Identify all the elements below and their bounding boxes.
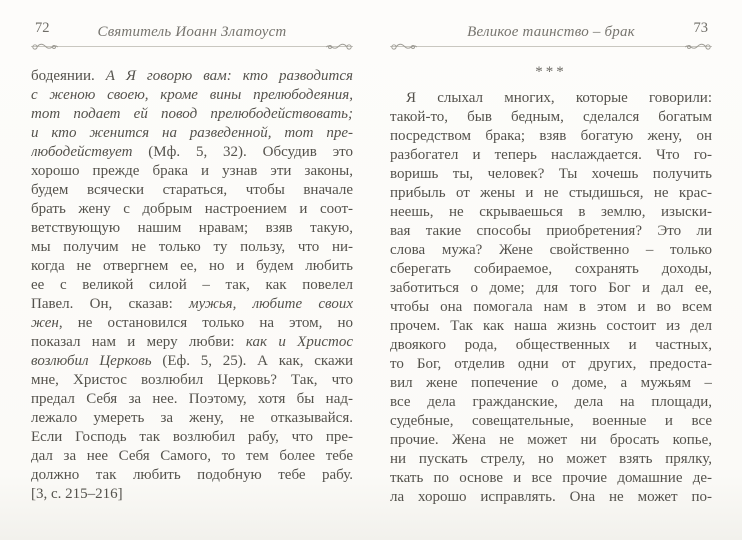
text-line: жен, не остановился только на этом, но <box>31 315 353 331</box>
text-line: заботиться о доме; для того Бог и дал ее, <box>390 280 712 296</box>
right-page-number: 73 <box>693 20 708 36</box>
text-line: предал Себя за нее. Поэтому, хотя бы над- <box>31 391 353 407</box>
text-line: все дела гражданские, дела на площади, <box>390 394 712 410</box>
text-line: двоякого рода, общественных и частных, <box>390 337 712 353</box>
text-line: слова мужа? Жене свойственно – только <box>390 242 712 258</box>
text-line: Если Господь так возлюбил рабу, что пре- <box>31 429 353 445</box>
header-rule <box>390 46 712 47</box>
flourish-icon <box>389 40 419 53</box>
text-line: мне, Христос возлюбил Церковь? Так, что <box>31 372 353 388</box>
text-line: когда не отвергнем ее, но и будем любить <box>31 258 353 274</box>
text-line: ее с великой силой – так, как повелел <box>31 277 353 293</box>
left-page-running-title: Святитель Иоанн Златоуст <box>97 24 287 40</box>
text-line: то Бог, отделив одни от других, предоста- <box>390 356 712 372</box>
text-line: разбогател и теперь наслаждается. Что го- <box>390 147 712 163</box>
text-line: с женою своею, кроме вины прелюбодеяния, <box>31 87 353 103</box>
text-line: тот подает ей повод прелюбодействовать; <box>31 106 353 122</box>
text-line: воришь ты, человек? Ты хочешь получить <box>390 166 712 182</box>
text-line: ла хорошо исправлять. Она не может по- <box>390 489 712 505</box>
text-line: показал нам и меру любви: как и Христос <box>31 334 353 350</box>
text-line: прибыль от жены и не стыдишься, не крас- <box>390 185 712 201</box>
text-line: бодеянии. А Я говорю вам: кто разводится <box>31 68 353 84</box>
text-line: ни пускать стрелу, но может взять прялку, <box>390 451 712 467</box>
text-line: любодействует (Мф. 5, 32). Обсудив это <box>31 144 353 160</box>
text-line: и кто женится на разведенной, тот пре- <box>31 125 353 141</box>
text-line: прочие. Жена не может ни бросать копье, <box>390 432 712 448</box>
flourish-icon <box>324 40 354 53</box>
left-page <box>31 20 353 502</box>
text-line: дал за нее Себя Самого, то тем более тебе <box>31 448 353 464</box>
left-page-header <box>31 20 353 48</box>
text-line: неешь, не скрываешься в землю, изыски- <box>390 204 712 220</box>
flourish-icon <box>30 40 60 53</box>
text-line: [3, с. 215–216] <box>31 486 123 502</box>
text-line: должно так любить подобную тебе рабу. <box>31 467 353 483</box>
text-line: Павел. Он, сказав: мужья, любите своих <box>31 296 353 312</box>
text-line: прочем. Так как наша жизнь состоит из дел <box>390 318 712 334</box>
text-line: судебные, совещательные, военные и все <box>390 413 712 429</box>
right-page <box>390 20 712 505</box>
text-line: ветствующую нашим нравам; взяв такую, <box>31 220 353 236</box>
text-line: такой-то, быв бедным, сделался богатым <box>390 109 712 125</box>
text-line: будем всячески стараться, чтобы вначале <box>31 182 353 198</box>
right-page-running-title: Великое таинство – брак <box>467 24 635 40</box>
left-page-number: 72 <box>35 20 50 36</box>
text-line: брать жену с добрым настроением и соот- <box>31 201 353 217</box>
right-page-header <box>390 20 712 48</box>
header-rule <box>31 46 353 47</box>
text-line: возлюбил Церковь (Еф. 5, 25). А как, скажи <box>31 353 353 369</box>
text-line: посредством брака; взяв богатую жену, он <box>390 128 712 144</box>
section-separator: *** <box>535 64 567 80</box>
text-line: вая такие способы приобретения? Это ли <box>390 223 712 239</box>
left-page-body <box>31 67 353 504</box>
text-line: хорошо прежде брака и узнав эти законы, <box>31 163 353 179</box>
text-line: чтобы она помогала нам в этом и во всем <box>390 299 712 315</box>
text-line: мы получим не только ту пользу, что ни- <box>31 239 353 255</box>
text-line: сберегать собираемое, сохранять доходы, <box>390 261 712 277</box>
text-line: лежало умереть за жену, не отказывайся. <box>31 410 353 426</box>
right-page-body <box>390 89 712 507</box>
flourish-icon <box>683 40 713 53</box>
text-line: Я слыхал многих, которые говорили: <box>406 90 712 106</box>
text-line: ткать по основе и все прочие домашние де- <box>390 470 712 486</box>
text-line: вил жене попечение о доме, а мужьям – <box>390 375 712 391</box>
